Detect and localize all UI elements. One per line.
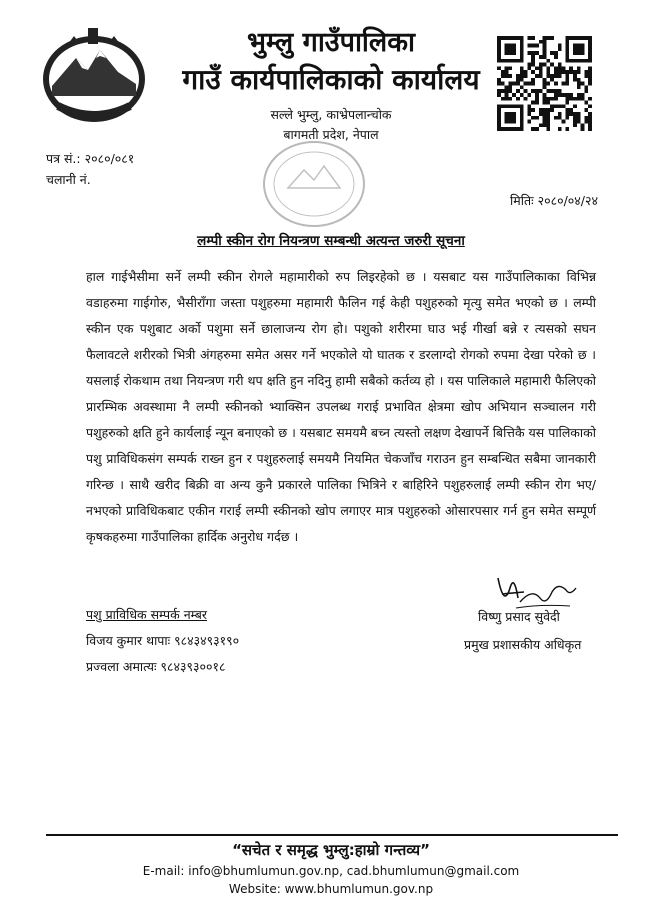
contact-item: प्रज्वला अमात्यः ९८४३९३००१८: [86, 659, 226, 674]
notice-subject: [0, 231, 662, 249]
footer-email: E-mail: info@bhumlumun.gov.np, cad.bhumlumun@gmail.com: [142, 864, 520, 878]
signatory-title: प्रमुख प्रशासकीय अधिकृत: [464, 637, 582, 652]
contact-item: विजय कुमार थापाः ९८४३४९३१९०: [86, 633, 240, 648]
municipality-name: भुम्लु गाउँपालिका: [247, 27, 415, 58]
footer-divider: [46, 834, 618, 836]
footer-website: Website: www.bhumlumun.gov.np: [228, 882, 434, 896]
address-line-2: बागमती प्रदेश, नेपाल: [283, 127, 379, 142]
letter-date: मितिः २०८०/०४/२४: [510, 193, 598, 208]
office-stamp: [258, 136, 370, 232]
address-line-1: सल्ले भुम्लु, काभ्रेपलान्चोक: [270, 107, 392, 122]
office-name: गाउँ कार्यपालिकाको कार्यालय: [182, 63, 480, 96]
dispatch-number: चलानी नं.: [46, 172, 91, 187]
signatory-name: विष्णु प्रसाद सुवेदी: [478, 609, 560, 624]
subject-text: लम्पी स्कीन रोग नियन्त्रण सम्बन्धी अत्यन्त जरुरी सूचना: [197, 233, 465, 249]
notice-body: हाल गाईभैसीमा सर्ने लम्पी स्कीन रोगले महामारीको रुप लिइरहेको छ । यसबाट यस गाउँपालिकाका विभिन्न वडाहरुमा गाईगोरु, भैसीराँगा जस्ता पशुहरुमा महामारी फैलिन गई केही पशुहरुको मृत्यु समेत भएको छ । लम्पी स्कीन एक पशुबाट अर्को पशुमा सर्ने छालाजन्य रोग हो। पशुको शरीरमा घाउ भई गीर्खा बन्ने र त्यसको सघन फैलावटले शरीरको भित्री अंगहरुमा समेत असर गर्ने भएकोले यो घातक र डरलाग्दो रोगको रुपमा देखा परेको छ । यसलाई रोकथाम तथा नियन्त्रण गरी थप क्षति हुन नदिनु हामी सबैको कर्तव्य हो । यस पालिकाले महामारी फैलिएको प्रारम्भिक अवस्थामा नै लम्पी स्कीनको भ्याक्सिन उपलब्ध गराई प्रभावित क्षेत्रमा खोप अभियान सञ्चालन गरी पशुहरुको क्षति हुने कार्यलाई न्यून बनाएको छ । यसबाट समयमै बच्न त्यस्तो लक्षण देखापर्ने बित्तिकै यस पालिकाको पशु प्राविधिकसंग सम्पर्क राख्न हुन र पशुहरुलाई समयमै नियमित चेकजाँच गराउन हुन सम्बन्धित सबैमा जानकारी गरिन्छ । साथै खरीद बिक्री वा अन्य कुनै प्रकारले पालिका भित्रिने र बाहिरिने पशुहरुलाई लम्पी स्कीन रोग भए/नभएको प्राविधिकबाट एकीन गराई लम्पी स्कीनको खोप लगाएर मात्र पशुहरुको ओसारपसार गर्न हुन समेत सम्पूर्ण कृषकहरुमा गाउँपालिका हार्दिक अनुरोध गर्दछ ।: [86, 269, 596, 544]
footer-slogan: “सचेत र समृद्ध भुम्लु:हाम्रो गन्तव्य”: [232, 841, 430, 859]
qr-code: [497, 36, 592, 131]
contact-heading: पशु प्राविधिक सम्पर्क नम्बर: [86, 607, 207, 622]
letter-number: पत्र सं.: २०८०/०८१: [46, 151, 135, 166]
